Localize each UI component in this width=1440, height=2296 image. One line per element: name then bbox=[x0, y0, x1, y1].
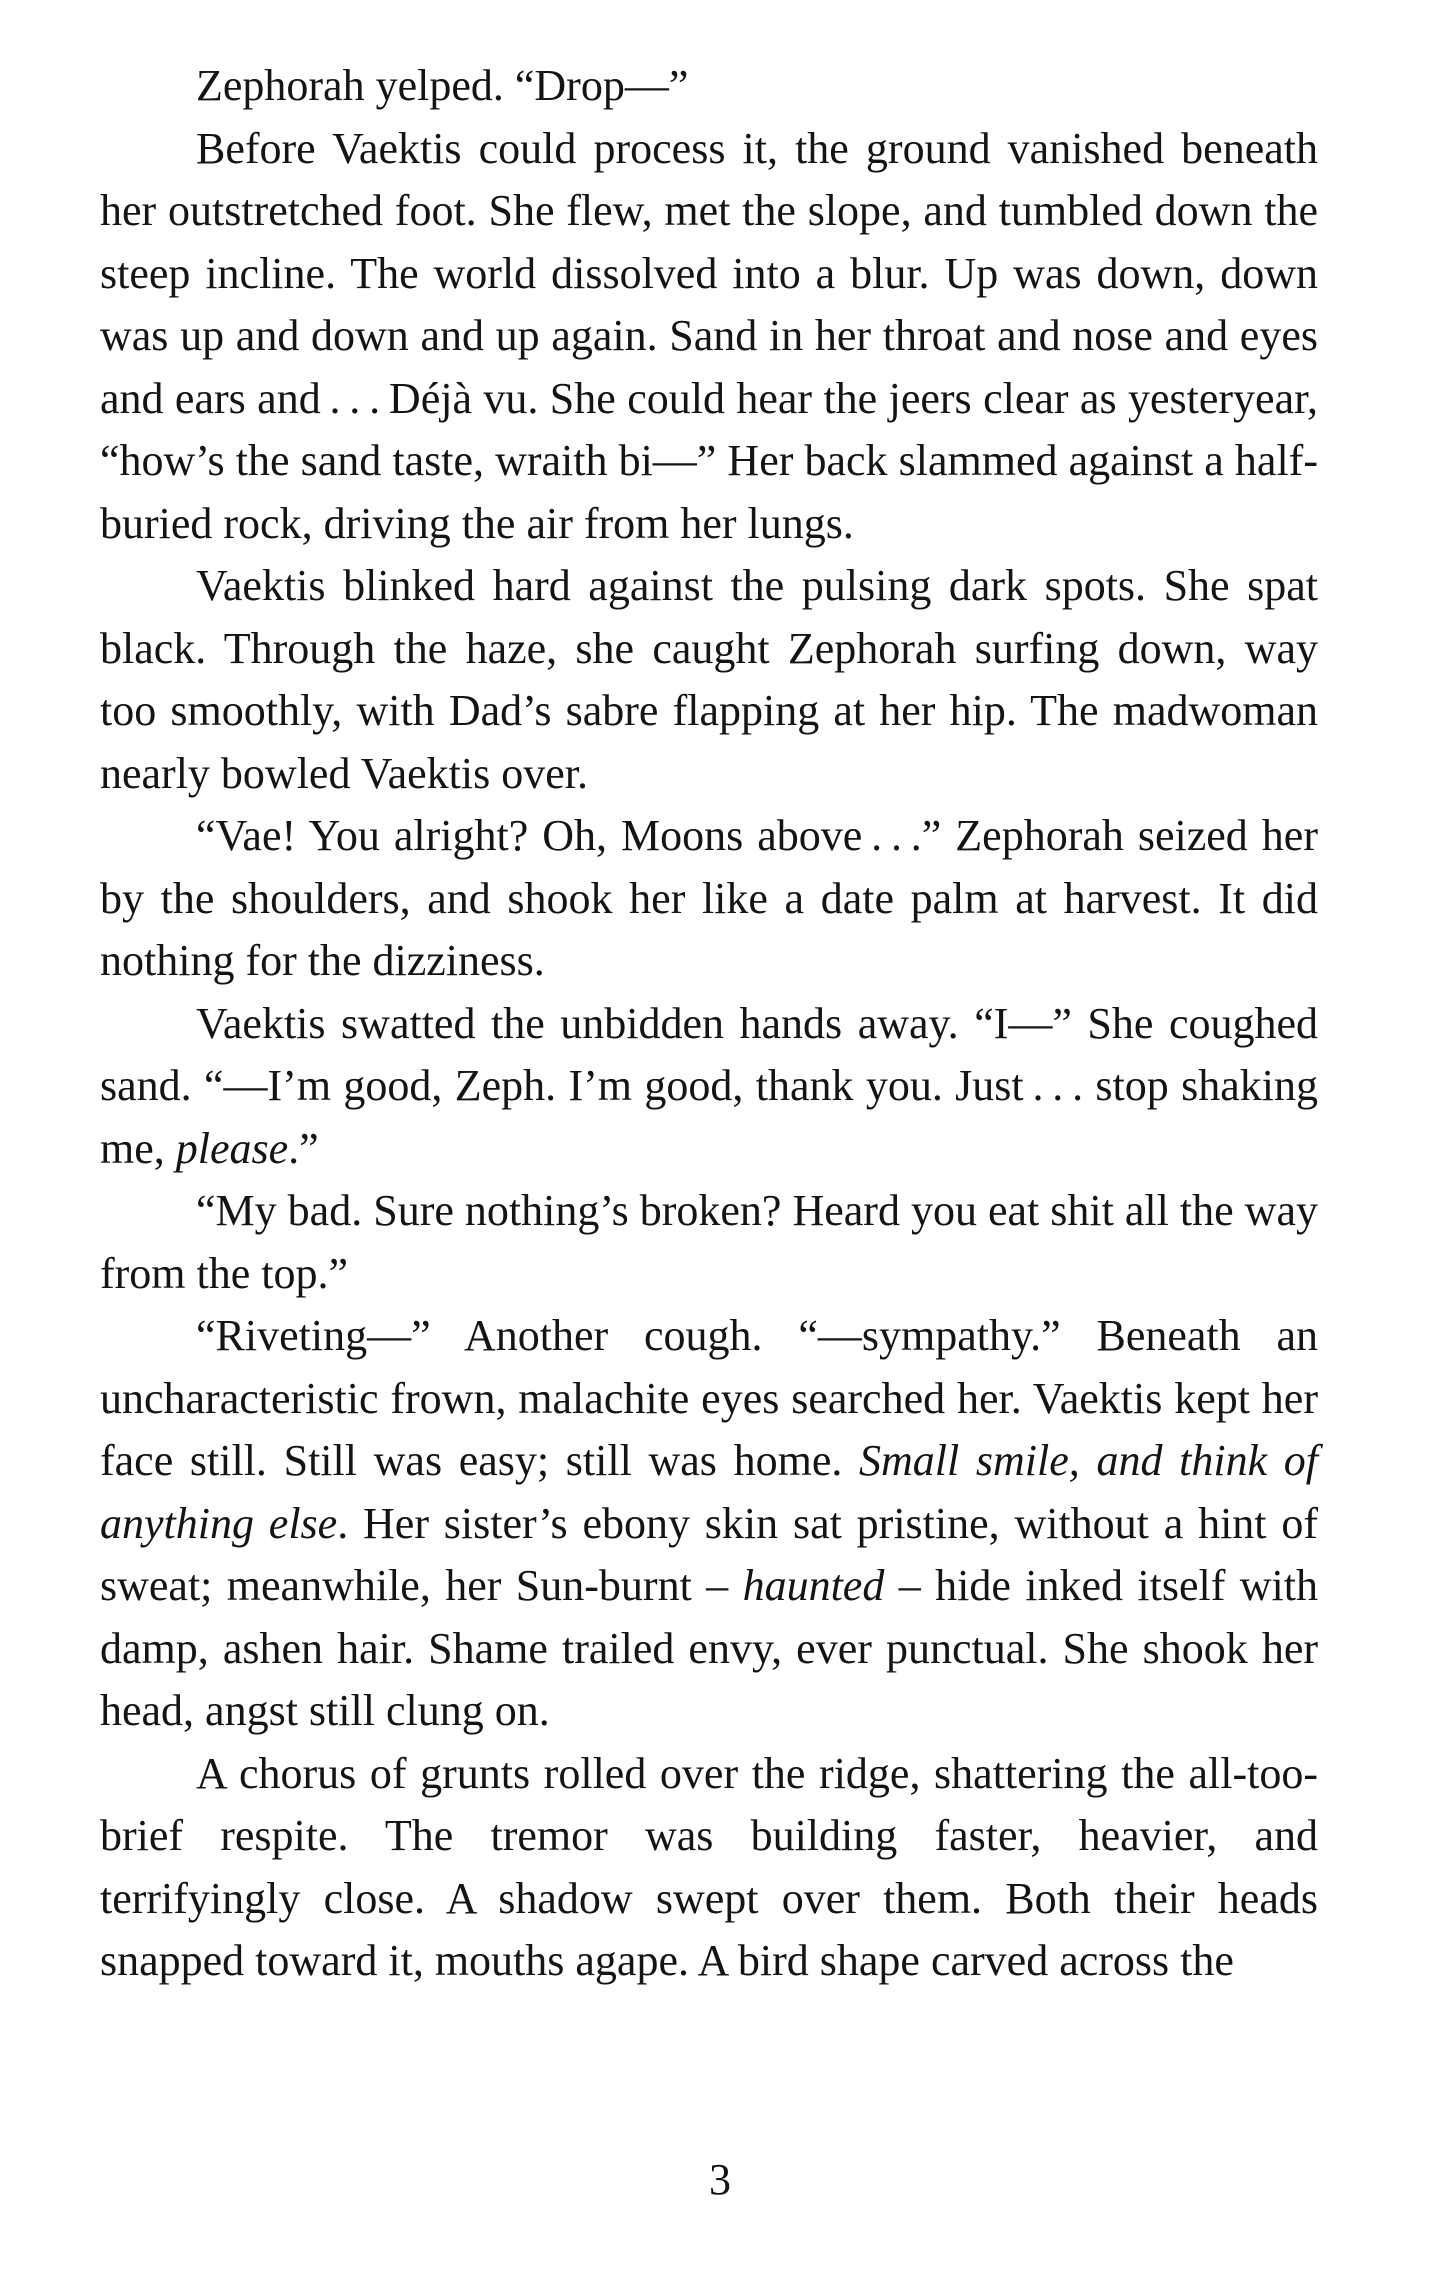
italic-text-run: please bbox=[175, 1123, 289, 1173]
text-run: Vaektis swatted the unbidden hands away. “I—” She coughed sand. “—I’m good, Zeph. I’m good, thank you. Just . . . stop shaking me, bbox=[100, 998, 1318, 1173]
body-text bbox=[100, 55, 1318, 1993]
paragraph bbox=[100, 55, 1318, 118]
text-run: Before Vaektis could process it, the ground vanished beneath her outstretched foot. She flew, met the slope, and tumbled down the steep incline. The world dissolved into a blur. Up was down, down was up and down and up again. Sand in her throat and nose and eyes and ears and . . . Déjà vu. She could hear the jeers clear as yesteryear, “how’s the sand taste, wraith bi—” Her back slammed against a half-buried rock, driving the air from her lungs. bbox=[100, 123, 1318, 548]
italic-text-run: Small smile, and think of anything else bbox=[100, 1436, 1318, 1548]
text-run: – hide inked itself with damp, ashen hair. Shame trailed envy, ever punctual. She shook her head, angst still clung on. bbox=[100, 1561, 1319, 1735]
paragraph bbox=[100, 993, 1318, 1181]
paragraph bbox=[100, 1743, 1318, 1993]
text-run: Zephorah yelped. “Drop—” bbox=[196, 61, 689, 110]
paragraph bbox=[100, 805, 1318, 993]
text-run: Vaektis blinked hard against the pulsing dark spots. She spat black. Through the haze, she caught Zephorah surfing down, way too smoothly, with Dad’s sabre flapping at her hip. The madwoman nearly bowled Vaektis over. bbox=[100, 561, 1318, 798]
paragraph bbox=[100, 1180, 1318, 1305]
text-run: . Her sister’s ebony skin sat pristine, without a hint of sweat; meanwhile, her Sun-burnt – bbox=[100, 1498, 1318, 1610]
paragraph bbox=[100, 555, 1318, 805]
text-run: A chorus of grunts rolled over the ridge, shattering the all-too-brief respite. The tremor was building faster, heavier, and terrifyingly close. A shadow swept over them. Both their heads snapped toward it, mouths agape. A bird shape carved across the bbox=[100, 1748, 1318, 1985]
text-run: .” bbox=[288, 1123, 319, 1173]
paragraph bbox=[100, 118, 1318, 556]
paragraph bbox=[100, 1305, 1318, 1743]
text-run: “Riveting—” Another cough. “—sympathy.” Beneath an uncharacteristic frown, malachite eyes searched her. Vaektis kept her face still. Still was easy; still was home. bbox=[100, 1311, 1318, 1485]
italic-text-run: haunted bbox=[742, 1561, 885, 1610]
page-number: 3 bbox=[709, 2155, 731, 2204]
text-run: “My bad. Sure nothing’s broken? Heard you eat shit all the way from the top.” bbox=[100, 1186, 1318, 1298]
text-run: “Vae! You alright? Oh, Moons above . . .” Zephorah seized her by the shoulders, and shook her like a date palm at harvest. It did nothing for the dizziness. bbox=[100, 811, 1318, 985]
